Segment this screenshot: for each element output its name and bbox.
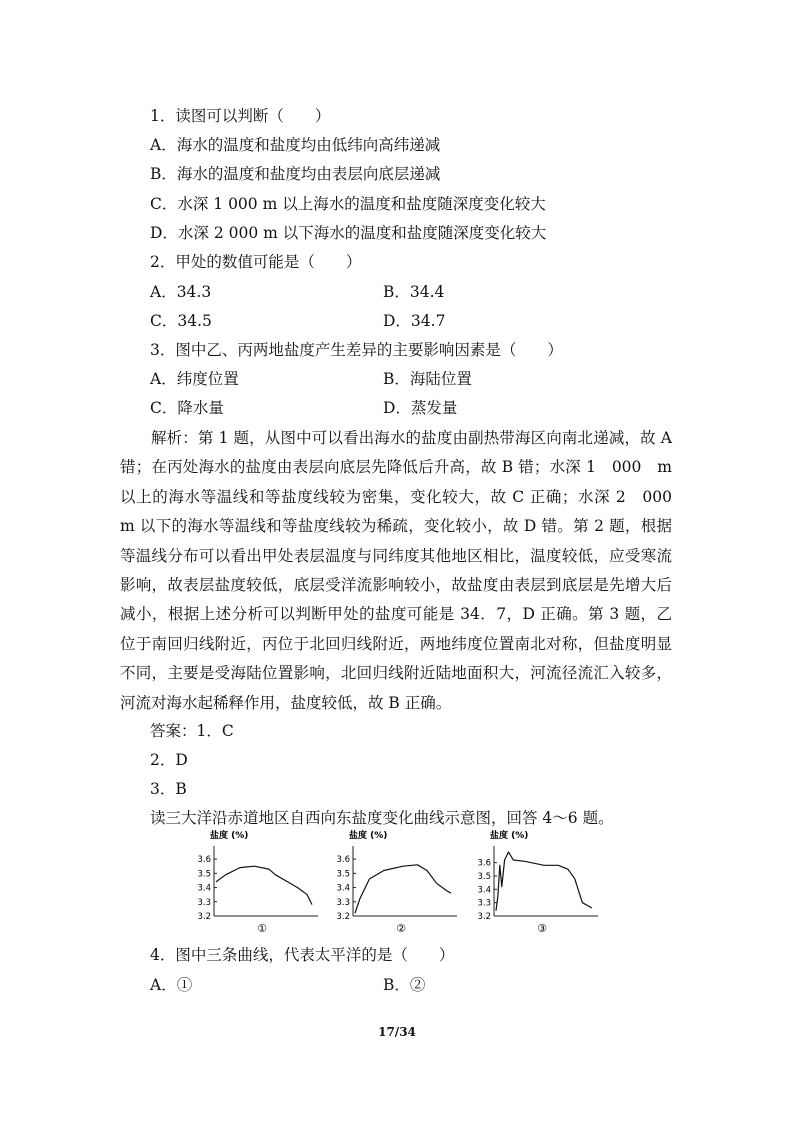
answer-1: 答案：1．C (150, 722, 234, 740)
q4-stem: 4．图中三条曲线，代表太平洋的是（ ） (150, 946, 455, 964)
q4-option-a: A．① (150, 976, 193, 994)
answer-2: 2．D (150, 751, 188, 769)
salinity-chart-1 (192, 826, 322, 938)
y-tick-label: 3.6 (197, 855, 211, 866)
q2-stem: 2．甲处的数值可能是（ ） (150, 253, 362, 271)
q3-option-d: D．蒸发量 (383, 399, 458, 417)
chart-caption: ② (396, 922, 406, 935)
y-tick-label: 3.3 (197, 897, 211, 908)
y-tick-label: 3.5 (197, 869, 211, 880)
y-tick-label: 3.2 (477, 912, 491, 922)
q1-option-a: A．海水的温度和盐度均由低纬向高纬递减 (150, 136, 441, 154)
y-tick-label: 3.5 (336, 869, 350, 880)
salinity-curve (496, 852, 592, 911)
q3-option-c: C．降水量 (150, 399, 224, 417)
y-tick-label: 3.3 (477, 898, 491, 909)
y-tick-label: 3.6 (477, 858, 491, 869)
y-tick-label: 3.2 (336, 912, 350, 922)
salinity-chart-3 (472, 826, 602, 938)
q2-option-d: D．34.7 (383, 312, 446, 330)
y-tick-label: 3.4 (197, 883, 211, 894)
q4-option-b: B．② (383, 976, 426, 994)
y-axis-label: 盐度 (%) (210, 831, 249, 841)
q3-option-a: A．纬度位置 (150, 370, 239, 388)
q2-option-a: A．34.3 (150, 283, 212, 301)
y-axis-label: 盐度 (%) (349, 831, 388, 841)
salinity-chart-2 (331, 826, 461, 938)
q2-option-c: C．34.5 (150, 312, 212, 330)
salinity-curve (355, 865, 451, 913)
y-tick-label: 3.2 (197, 912, 211, 922)
chart-caption: ① (257, 922, 267, 935)
analysis-paragraph: 解析：第 1 题，从图中可以看出海水的盐度由副热带海区向南北递减，故 A 错；在丙处海水的盐度由表层向底层先降低后升高，故 B 错；水深 1 000 m 以上的海水等温线和等盐度线较为密集，变化较大，故 C 正确；水深 2 000 m 以下的海水等温线和等盐度线较为稀疏，变化较小，故 D 错。第 2 题，根据等温线分布可以看出甲处表层温度与同纬度其他地区相比，温度较低，应受寒流影响，故表层盐度较低，底层受洋流影响较小，故盐度由表层到底层是先增大后减小，根据上述分析可以判断甲处的盐度可能是 34．7，D 正确。第 3 题，乙位于南回归线附近，丙位于北回归线附近，两地纬度位置南北对称，但盐度明显不同，主要是受海陆位置影响，北回归线附近陆地面积大，河流径流汇入较多，河流对海水起稀释作用，盐度较低，故 B 正确。 (120, 429, 688, 712)
y-tick-label: 3.6 (336, 855, 350, 866)
y-tick-label: 3.5 (477, 872, 491, 882)
q1-option-d: D．水深 2 000 m 以下海水的温度和盐度随深度变化较大 (150, 224, 547, 242)
y-tick-label: 3.4 (336, 883, 350, 894)
salinity-curve (216, 866, 312, 904)
answer-3: 3．B (150, 780, 187, 798)
y-axis-label: 盐度 (%) (490, 831, 529, 841)
q2-option-b: B．34.4 (383, 283, 445, 301)
y-tick-label: 3.4 (477, 885, 491, 896)
q1-option-b: B．海水的温度和盐度均由表层向底层递减 (150, 165, 441, 183)
y-tick-label: 3.3 (336, 897, 350, 908)
q1-stem: 1．读图可以判断（ ） (150, 107, 331, 125)
q3-stem: 3．图中乙、丙两地盐度产生差异的主要影响因素是（ ） (150, 341, 563, 359)
chart-caption: ③ (537, 922, 547, 935)
page-number: 17/34 (378, 1025, 416, 1039)
chart-intro: 读三大洋沿赤道地区自西向东盐度变化曲线示意图，回答 4～6 题。 (150, 809, 614, 827)
q1-option-c: C．水深 1 000 m 以上海水的温度和盐度随深度变化较大 (150, 195, 546, 213)
q3-option-b: B．海陆位置 (383, 370, 472, 388)
